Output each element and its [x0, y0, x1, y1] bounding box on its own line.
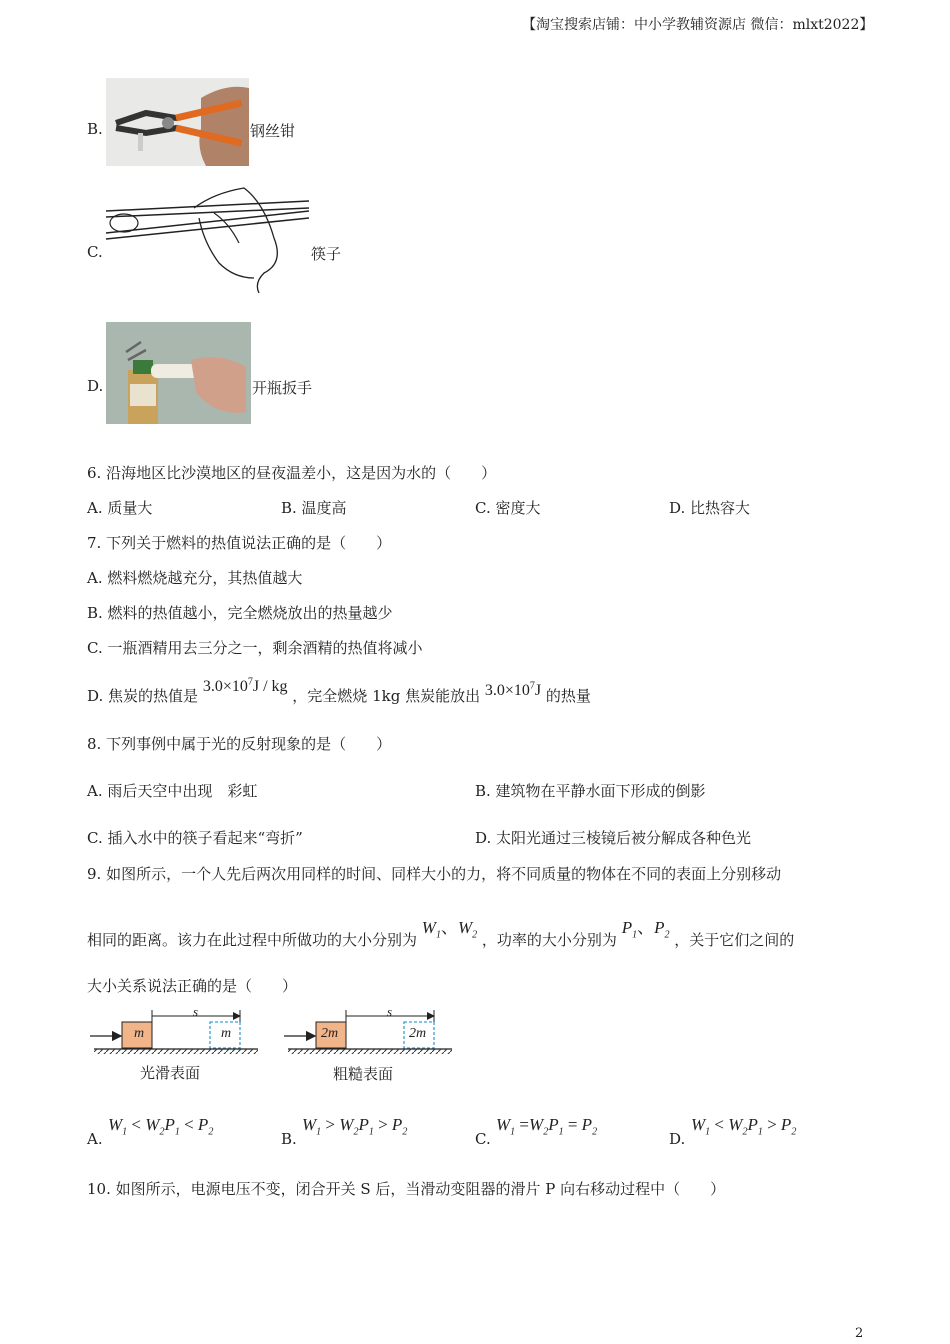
q9-figure-rough: [282, 1004, 454, 1056]
q6-stem: 6. 沿海地区比沙漠地区的昼夜温差小，这是因为水的（ ）: [87, 464, 497, 482]
q9-option-a-formula: $W_1 < W_2P_1 < P_2$: [108, 1115, 214, 1138]
page-number: 2: [855, 1326, 864, 1341]
page-header: 【淘宝搜索店铺：中小学教辅资源店 微信：mlxt2022】: [522, 17, 874, 33]
q8-option-a: A. 雨后天空中出现 彩虹: [87, 782, 258, 800]
q6-option-b: B. 温度高: [281, 499, 347, 517]
q7-option-a: A. 燃料燃烧越充分，其热值越大: [87, 569, 303, 587]
q9-line2: [87, 918, 795, 952]
q9-power-symbols: $P_1$、$P_2$: [621, 918, 670, 941]
q7-stem: 7. 下列关于燃料的热值说法正确的是（ ）: [87, 534, 392, 552]
q5-option-d-text: 开瓶扳手: [252, 379, 313, 397]
q7-option-c: C. 一瓶酒精用去三分之一，剩余酒精的热值将减小: [87, 639, 423, 657]
q9-line3: 大小关系说法正确的是（ ）: [87, 977, 298, 995]
chopsticks-image: [104, 183, 314, 295]
q7-d-value2: $3.0\times 10^7J$: [484, 680, 542, 699]
q8-stem: 8. 下列事例中属于光的反射现象的是（ ）: [87, 735, 392, 753]
pliers-image: [106, 78, 249, 166]
q7-option-b: B. 燃料的热值越小，完全燃烧放出的热量越少: [87, 604, 393, 622]
q7-d-value1: $3.0\times 10^7J$ / kg: [202, 676, 288, 695]
q9-option-c-letter: C.: [475, 1130, 491, 1148]
q7-option-d: [87, 676, 591, 706]
bottle-opener-image: [106, 322, 251, 424]
q9-right-distance: s: [387, 1004, 393, 1019]
q7-d-pre: D. 焦炭的热值是: [87, 687, 199, 705]
q10-stem: 10. 如图所示，电源电压不变，闭合开关 S 后，当滑动变阻器的滑片 P 向右移动过程中（ ）: [87, 1180, 726, 1198]
q9-line2-mid: ，功率的大小分别为: [481, 931, 617, 949]
q8-option-d: D. 太阳光通过三棱镜后被分解成各种色光: [475, 829, 752, 847]
q5-option-b-text: 钢丝钳: [250, 122, 296, 140]
q9-option-a-letter: A.: [87, 1130, 103, 1148]
q5-option-b-letter: B.: [87, 120, 103, 138]
q6-option-d: D. 比热容大: [669, 499, 751, 517]
q5-option-d-letter: D.: [87, 377, 104, 395]
q7-d-post: 的热量: [545, 687, 591, 705]
q8-option-c: C. 插入水中的筷子看起来“弯折”: [87, 829, 303, 847]
q9-right-label: 粗糙表面: [333, 1065, 394, 1083]
q5-option-c-letter: C.: [87, 243, 103, 261]
q8-option-b: B. 建筑物在平静水面下形成的倒影: [475, 782, 706, 800]
q9-option-c-formula: $W_1 =W_2P_1 = P_2$: [496, 1115, 598, 1138]
q9-right-mass-ghost: 2m: [409, 1026, 427, 1041]
q9-option-d-letter: D.: [669, 1130, 686, 1148]
q9-option-d-formula: $W_1 < W_2P_1 > P_2$: [691, 1115, 797, 1138]
q9-left-distance: s: [193, 1004, 199, 1019]
q9-line2-post: ，关于它们之间的: [674, 931, 795, 949]
q9-line1: 9. 如图所示，一个人先后两次用同样的时间、同样大小的力，将不同质量的物体在不同的表面上分别移动: [87, 865, 782, 883]
q6-option-a: A. 质量大: [87, 499, 153, 517]
q9-option-b-formula: $W_1 > W_2P_1 > P_2$: [302, 1115, 408, 1138]
q9-left-mass-ghost: m: [221, 1026, 232, 1041]
q6-option-c: C. 密度大: [475, 499, 541, 517]
q9-option-b-letter: B.: [281, 1130, 297, 1148]
q9-left-label: 光滑表面: [140, 1064, 201, 1082]
q9-figure-smooth: [88, 1004, 260, 1056]
q9-left-mass: m: [134, 1026, 145, 1041]
q9-right-mass: 2m: [321, 1026, 339, 1041]
q9-work-symbols: $W_1$、$W_2$: [421, 918, 478, 941]
q5-option-c-text: 筷子: [311, 245, 342, 263]
q7-d-mid: ，完全燃烧 1kg 焦炭能放出: [292, 687, 481, 705]
q9-line2-pre: 相同的距离。该力在此过程中所做功的大小分别为: [87, 931, 418, 949]
